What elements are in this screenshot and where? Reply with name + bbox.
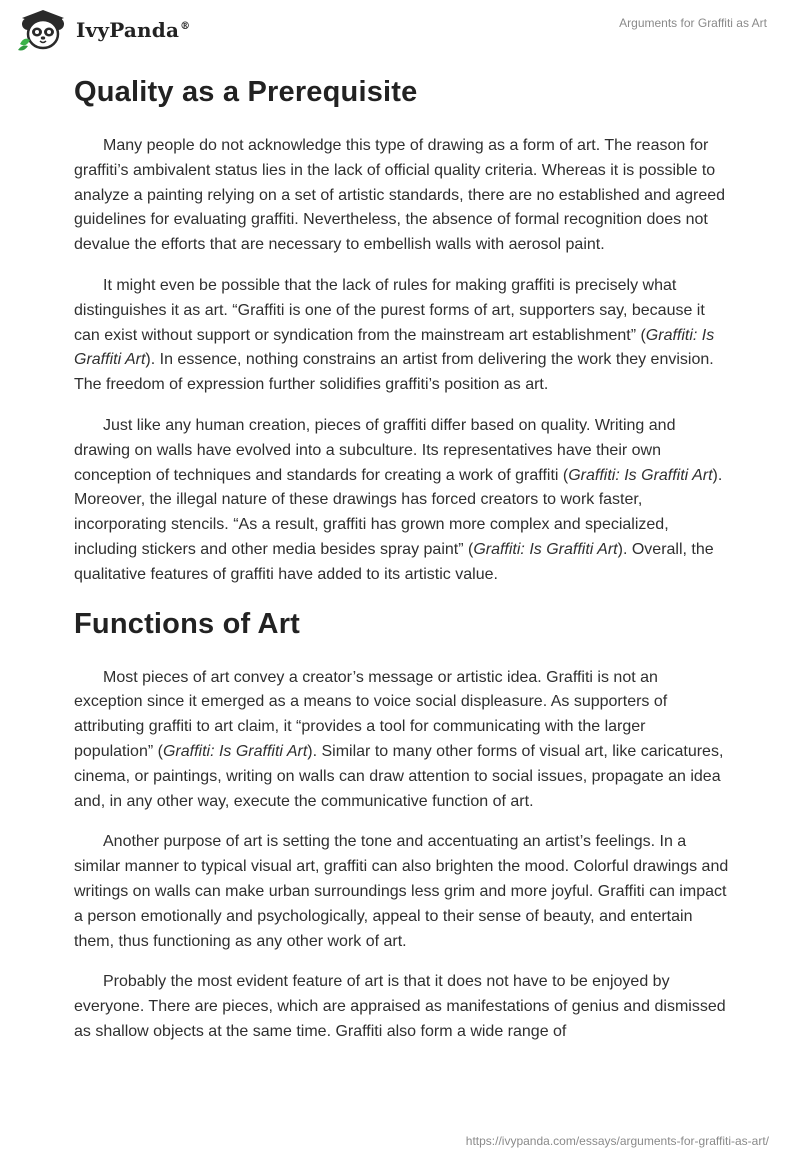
document-title: Arguments for Graffiti as Art bbox=[619, 16, 767, 30]
paragraph: Just like any human creation, pieces of graffiti differ based on quality. Writing and drawing on walls have evolved into a subculture. Its representatives have their own conception of techniques and standards for creating a work of graffiti (Graffiti: Is Graffiti Art). Moreover, the illegal nature of these drawings has forced creators to work faster, incorporating stencils. “As a result, graffiti has grown more complex and specialized, including stickers and other media besides spray paint” (Graffiti: Is Graffiti Art). Overall, the qualitative features of graffiti have added to its artistic value. bbox=[74, 416, 723, 583]
page-header bbox=[0, 0, 800, 60]
ivypanda-logo[interactable] bbox=[16, 8, 190, 52]
essay-content bbox=[74, 70, 729, 1061]
paragraph: Probably the most evident feature of art is that it does not have to be enjoyed by everyone. There are pieces, which are appraised as manifestations of genius and dismissed as shallow objects at the same time. Graffiti also form a wide range of bbox=[74, 973, 726, 1040]
brand-name: IvyPanda® bbox=[76, 18, 191, 42]
citation: Graffiti: Is Graffiti Art bbox=[74, 326, 715, 369]
source-url[interactable]: https://ivypanda.com/essays/arguments-for-graffiti-as-art/ bbox=[465, 1134, 769, 1148]
paragraph: Most pieces of art convey a creator’s message or artistic idea. Graffiti is not an exception since it emerged as a means to voice social displeasure. As supporters of attributing graffiti to art claim, it “provides a tool for communicating with the larger population” (Graffiti: Is Graffiti Art). Similar to many other forms of visual art, like caricatures, cinema, or paintings, writing on walls can draw attention to social issues, propagate an idea and, in any other way, execute the communicative function of art. bbox=[74, 668, 724, 810]
section-functions bbox=[74, 604, 729, 1045]
citation: Graffiti: Is Graffiti Art bbox=[568, 466, 713, 484]
paragraph: Many people do not acknowledge this type of drawing as a form of art. The reason for graffiti’s ambivalent status lies in the lack of official quality criteria. Whereas it is possible to analyze a painting relying on a set of artistic standards, there are no established and agreed guidelines for evaluating graffiti. Nevertheless, the absence of formal recognition does not devalue the efforts that are necessary to embellish walls with aerosol paint. bbox=[74, 137, 726, 254]
citation: Graffiti: Is Graffiti Art bbox=[162, 742, 308, 760]
panda-mascot-icon bbox=[16, 8, 70, 52]
section-heading: Functions of Art bbox=[74, 607, 301, 640]
paragraph: Another purpose of art is setting the tone and accentuating an artist’s feelings. In a similar manner to typical visual art, graffiti can also brighten the mood. Colorful drawings and writings on walls can make urban surroundings less grim and more joyful. Graffiti can impact a person emotionally and psychologically, appeal to their sense of beauty, and entertain them, thus functioning as any other work of art. bbox=[74, 833, 729, 950]
citation: Graffiti: Is Graffiti Art bbox=[473, 540, 618, 558]
section-heading: Quality as a Prerequisite bbox=[74, 76, 418, 108]
paragraph: It might even be possible that the lack of rules for making graffiti is precisely what distinguishes it as art. “Graffiti is one of the purest forms of art, supporters say, because it can exist without support or syndication from the mainstream art establishment” (Graffiti: Is Graffiti Art). In essence, nothing constrains an artist from delivering the work they envision. The freedom of expression further solidifies graffiti’s position as art. bbox=[74, 276, 715, 394]
section-quality bbox=[74, 72, 729, 588]
